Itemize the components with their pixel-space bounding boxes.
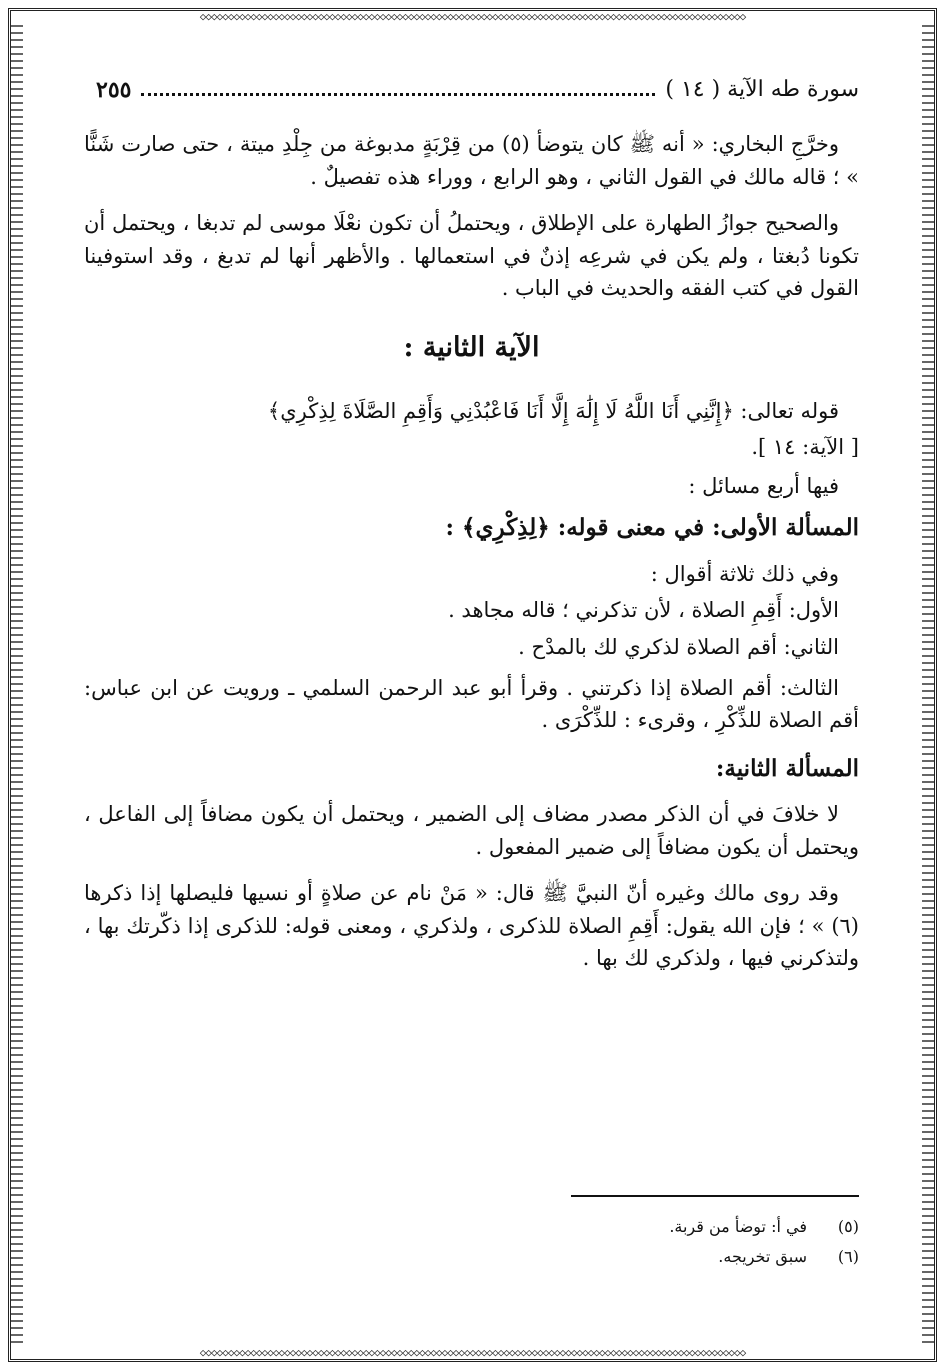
section-title: الآية الثانية : xyxy=(403,331,540,363)
header-leader-dots xyxy=(141,93,655,96)
border-chain-bottom: ◇◇◇◇◇◇◇◇◇◇◇◇◇◇◇◇◇◇◇◇◇◇◇◇◇◇◇◇◇◇◇◇◇◇◇◇◇◇◇◇◇◇◇◇◇◇◇◇◇◇◇◇◇◇◇◇◇◇◇◇◇◇◇◇◇◇◇◇◇◇◇◇◇◇◇◇◇◇◇◇◇◇◇◇◇◇◇◇◇◇◇◇◇◇◇◇◇ xyxy=(199,1347,746,1359)
border-chain-top: ◇◇◇◇◇◇◇◇◇◇◇◇◇◇◇◇◇◇◇◇◇◇◇◇◇◇◇◇◇◇◇◇◇◇◇◇◇◇◇◇◇◇◇◇◇◇◇◇◇◇◇◇◇◇◇◇◇◇◇◇◇◇◇◇◇◇◇◇◇◇◇◇◇◇◇◇◇◇◇◇◇◇◇◇◇◇◇◇◇◇◇◇◇◇◇◇◇ xyxy=(199,11,746,23)
paragraph-bukhari: وخرَّجِ البخاري: « أنه ﷺ كان يتوضأ (٥) من قِرْبَةٍ مدبوغة من جِلْدِ ميتة ، حتى صارت شَنًّا » ؛ قاله مالك في القول الثاني ، وهو الرابع ، ووراء هذه تفصيلٌ . xyxy=(84,132,859,189)
footnote-item xyxy=(200,1242,859,1272)
page-body xyxy=(84,128,859,989)
footnote-rule xyxy=(571,1195,859,1197)
footnote-text: سبق تخريجه. xyxy=(718,1247,807,1266)
issue2-title: المسألة الثانية: xyxy=(715,754,859,782)
footnotes xyxy=(200,1212,859,1272)
issue1-intro: وفي ذلك ثلاثة أقوال : xyxy=(650,561,839,586)
issue1-third-opinion: الثالث: أقم الصلاة إذا ذكرتني . وقرأ أبو عبد الرحمن السلمي ـ ورويت عن ابن عباس: أقم الصلاة للذِّكْرِ ، وقرىء : للذِّكْرَى . xyxy=(84,675,859,733)
issue2-paragraph-2: وقد روى مالك وغيره أنّ النبيَّ ﷺ قال: « مَنْ نام عن صلاةٍ أو نسيها فليصلها إذا ذكرها (٦) » ؛ فإن الله يقول: أَقِمِ الصلاة للذكرى ، ولذكري ، ومعنى قوله: للذكرى إذا ذكّرتك بها ، ولتذكرني فيها ، ولذكري لك بها . xyxy=(84,881,859,971)
issue1-first-opinion: الأول: أَقِمِ الصلاة ، لأن تذكرني ؛ قاله مجاهد . xyxy=(448,598,839,623)
footnote-number: (٥) xyxy=(837,1217,859,1236)
running-header xyxy=(96,70,859,110)
footnote-number: (٦) xyxy=(837,1247,859,1266)
verse-reference: [ الآية: ١٤ ]. xyxy=(751,435,859,460)
header-title: سورة طه الآية ( ١٤ ) xyxy=(665,77,859,102)
footnote-text: في أ: توضأ من قربة. xyxy=(669,1217,807,1236)
footnote-item xyxy=(200,1212,859,1242)
issues-count: فيها أربع مسائل : xyxy=(688,473,839,498)
paragraph-tahara: والصحيح جوازُ الطهارة على الإطلاق ، ويحتملُ أن تكون نعْلَا موسى لم تدبغا ، ويحتمل أن تكونا دُبغتا ، ولم يكن في شرعِه إذنٌ في استعمالها . والأظهر أنها لم تدبغ ، وقد استوفينا القول في كتب الفقه والحديث في الباب . xyxy=(84,211,859,301)
verse-text: قوله تعالى: ﴿إِنَّنِي أَنَا اللَّهُ لَا إِلَٰهَ إِلَّا أَنَا فَاعْبُدْنِي وَأَقِمِ الصَّلَاةَ لِذِكْرِي﴾ xyxy=(267,398,839,423)
issue1-title: المسألة الأولى: في معنى قوله: ﴿لِذِكْرِي﴾ : xyxy=(445,514,859,542)
issue1-second-opinion: الثاني: أقم الصلاة لذكري لك بالمدْح . xyxy=(518,634,839,659)
page-number: ٢٥٥ xyxy=(96,77,132,103)
issue2-paragraph-1: لا خلافَ في أن الذكر مصدر مضاف إلى الضمير ، ويحتمل أن يكون مضافاً إلى الفاعل ، ويحتمل أن يكون مضافاً إلى ضمير المفعول . xyxy=(84,802,859,859)
